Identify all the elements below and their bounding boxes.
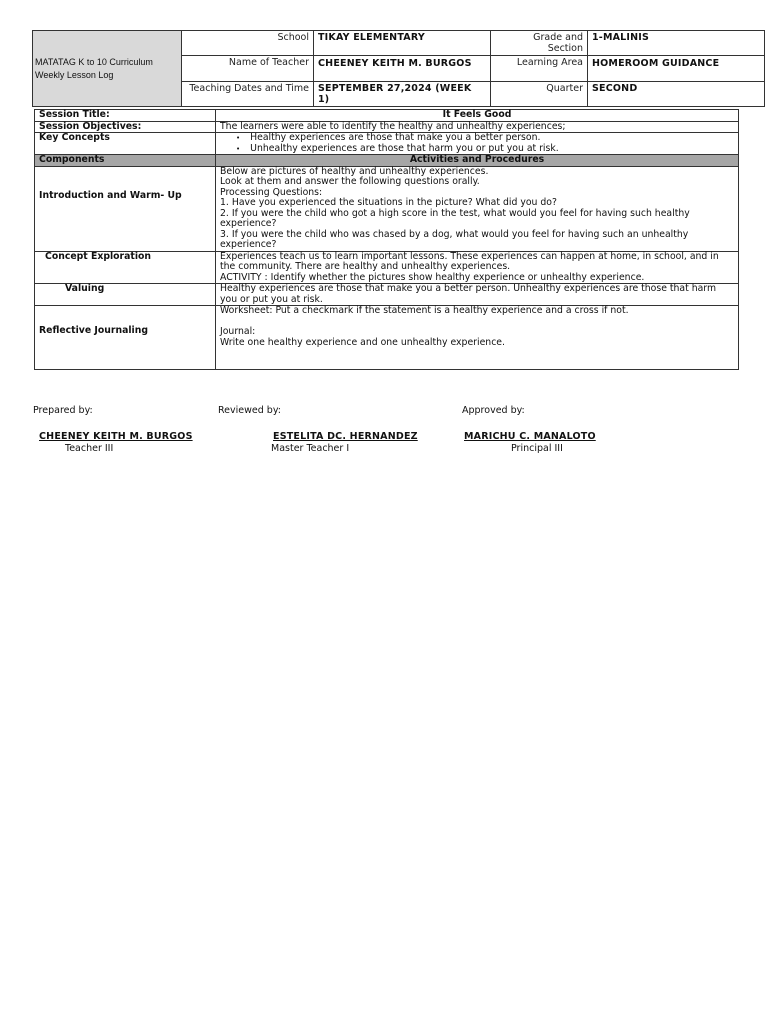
intro-label: Introduction and Warm- Up	[35, 166, 216, 251]
approved-role: Principal III	[511, 443, 563, 454]
teacher-value: CHEENEY KEITH M. BURGOS	[314, 56, 491, 82]
reviewed-name: ESTELITA DC. HERNANDEZ	[273, 431, 418, 442]
text-line: 1. Have you experienced the situations in the picture? What did you do?	[220, 197, 557, 208]
doc-title: MATATAG K to 10 Curriculum Weekly Lesson Log	[33, 31, 182, 107]
text-line: Look at them and answer the following questions orally.	[220, 176, 480, 187]
key-concepts-cell	[216, 133, 739, 155]
text-line: Write one healthy experience and one unhealthy experience.	[220, 336, 505, 348]
text-line: ACTIVITY : Identify whether the pictures show healthy experience or unhealthy experience.	[220, 271, 645, 283]
school-value: TIKAY ELEMENTARY	[314, 31, 491, 56]
list-item: • Healthy experiences are those that make you a better person.	[252, 133, 734, 144]
reflective-journaling-content	[216, 306, 739, 370]
reflective-journaling-label: Reflective Journaling	[35, 306, 216, 370]
list-item: • Unhealthy experiences are those that harm you or put you at risk.	[252, 144, 734, 155]
teacher-label: Name of Teacher	[182, 56, 314, 82]
dates-label: Teaching Dates and Time	[182, 82, 314, 107]
dates-value: SEPTEMBER 27,2024 (WEEK 1)	[314, 82, 491, 107]
reviewed-label: Reviewed by:	[218, 405, 281, 416]
concept-exploration-content	[216, 251, 739, 284]
prepared-label: Prepared by:	[33, 405, 93, 416]
approved-name: MARICHU C. MANALOTO	[464, 431, 596, 442]
text-line: Journal:	[220, 326, 256, 337]
text-line: Experiences teach us to learn important lessons. These experiences can happen at home, in school, and in the community. There are healthy and unhealthy experiences.	[220, 250, 719, 272]
text-line: Below are pictures of healthy and unhealthy experiences.	[220, 165, 489, 177]
key-concepts-list	[220, 133, 734, 154]
reviewed-role: Master Teacher I	[271, 443, 350, 454]
text-line: 2. If you were the child who got a high score in the test, what would you feel for having such healthy experience?	[220, 207, 690, 229]
approved-label: Approved by:	[462, 405, 525, 416]
intro-content	[216, 166, 739, 251]
components-label: Components	[35, 155, 216, 167]
prepared-role: Teacher III	[65, 443, 114, 454]
area-value: HOMEROOM GUIDANCE	[588, 56, 765, 82]
grade-label: Grade and Section	[491, 31, 588, 56]
session-title-label: Session Title:	[35, 110, 216, 122]
objectives-label: Session Objectives:	[35, 121, 216, 133]
valuing-label: Valuing	[35, 284, 216, 306]
session-title-value: It Feels Good	[216, 110, 739, 122]
text-line: Worksheet: Put a checkmark if the statement is a healthy experience and a cross if not.	[220, 305, 629, 316]
objectives-value: The learners were able to identify the healthy and unhealthy experiences;	[216, 121, 739, 133]
activities-label: Activities and Procedures	[216, 155, 739, 167]
session-table	[34, 109, 739, 370]
quarter-value: SECOND	[588, 82, 765, 107]
text-line	[220, 317, 734, 328]
text-line: Processing Questions:	[220, 186, 323, 198]
concept-exploration-label: Concept Exploration	[35, 251, 216, 284]
area-label: Learning Area	[491, 56, 588, 82]
header-table	[32, 30, 765, 107]
quarter-label: Quarter	[491, 82, 588, 107]
prepared-name: CHEENEY KEITH M. BURGOS	[39, 431, 193, 442]
key-concepts-label: Key Concepts	[35, 133, 216, 155]
text-line: Healthy experiences are those that make you a better person. Unhealthy experiences are those that harm you or put you at risk.	[220, 283, 717, 305]
valuing-content	[216, 284, 739, 306]
school-label: School	[182, 31, 314, 56]
text-line: 3. If you were the child who was chased by a dog, what would you feel for having such an unhealthy experience?	[220, 228, 689, 250]
grade-value: 1-MALINIS	[588, 31, 765, 56]
